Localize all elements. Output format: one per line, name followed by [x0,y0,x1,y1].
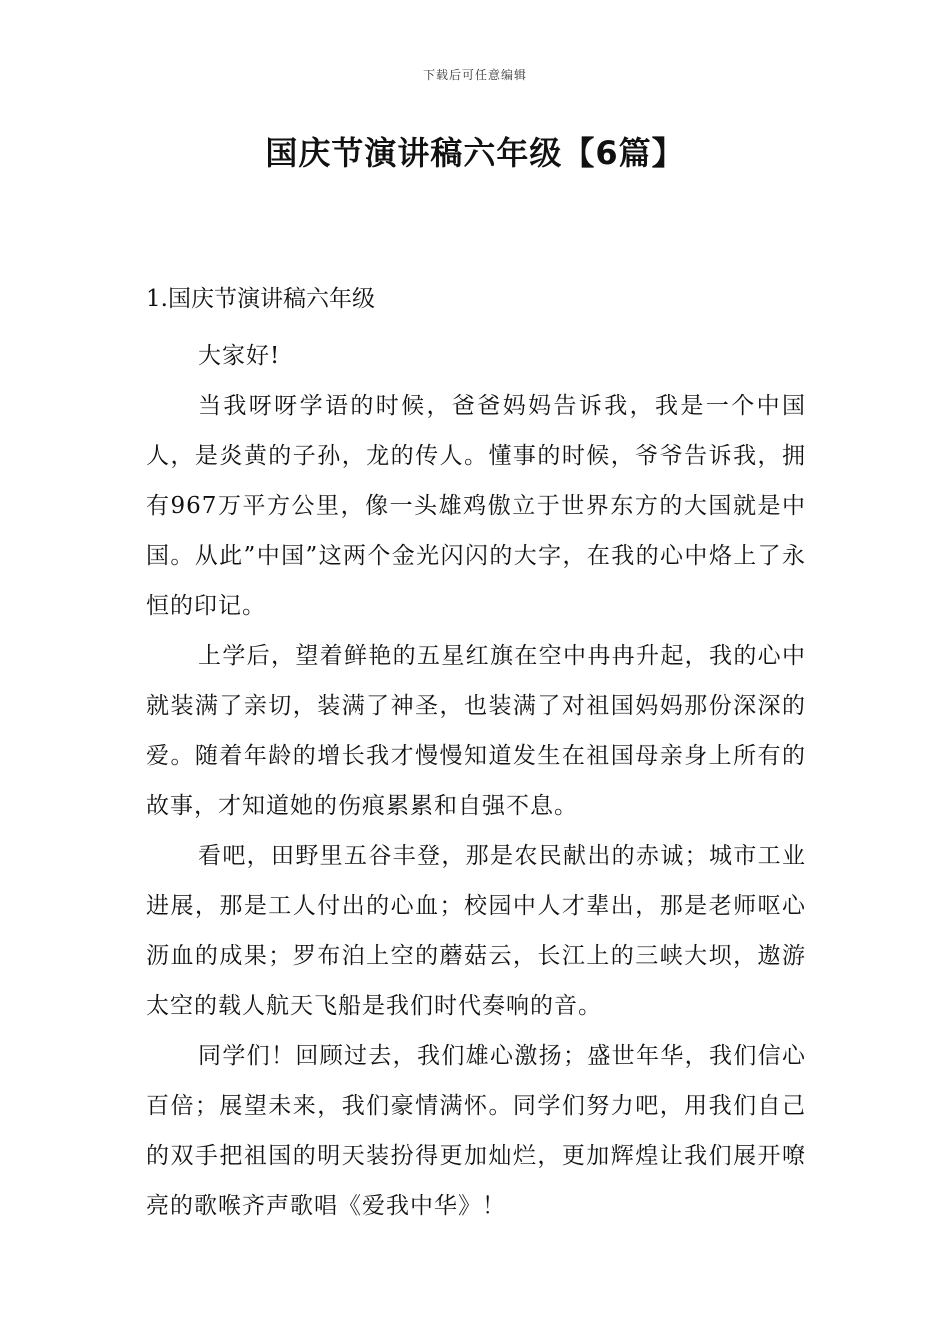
section-heading: 1.国庆节演讲稿六年级 [146,286,375,312]
paragraph: 当我呀呀学语的时候，爸爸妈妈告诉我，我是一个中国人，是炎黄的子孙，龙的传人。懂事的时候，爷爷告诉我，拥有967万平方公里，像一头雄鸡傲立于世界东方的大国就是中国。从此”中国”这两个金光闪闪的大字，在我的心中烙上了永恒的印记。 [146,393,806,619]
document-title: 国庆节演讲稿六年级【6篇】 [265,134,685,172]
paragraph: 同学们！回顾过去，我们雄心激扬；盛世年华，我们信心百倍；展望未来，我们豪情满怀。同学们努力吧，用我们自己的双手把祖国的明天装扮得更加灿烂，更加辉煌让我们展开嘹亮的歌喉齐声歌唱《爱我中华》！ [146,1043,806,1219]
header-note: 下载后可任意编辑 [422,68,527,82]
paragraph: 上学后，望着鲜艳的五星红旗在空中冉冉升起，我的心中就装满了亲切，装满了神圣，也装满了对祖国妈妈那份深深的爱。随着年龄的增长我才慢慢知道发生在祖国母亲身上所有的故事，才知道她的伤痕累累和自强不息。 [146,643,806,819]
document-body [146,281,806,1231]
paragraph-greeting: 大家好! [198,343,281,369]
paragraph: 看吧，田野里五谷丰登，那是农民献出的赤诚；城市工业进展，那是工人付出的心血；校园中人才辈出，那是老师呕心沥血的成果；罗布泊上空的蘑菇云，长江上的三峡大坝，遨游太空的载人航天飞船是我们时代奏响的音。 [146,843,806,1019]
